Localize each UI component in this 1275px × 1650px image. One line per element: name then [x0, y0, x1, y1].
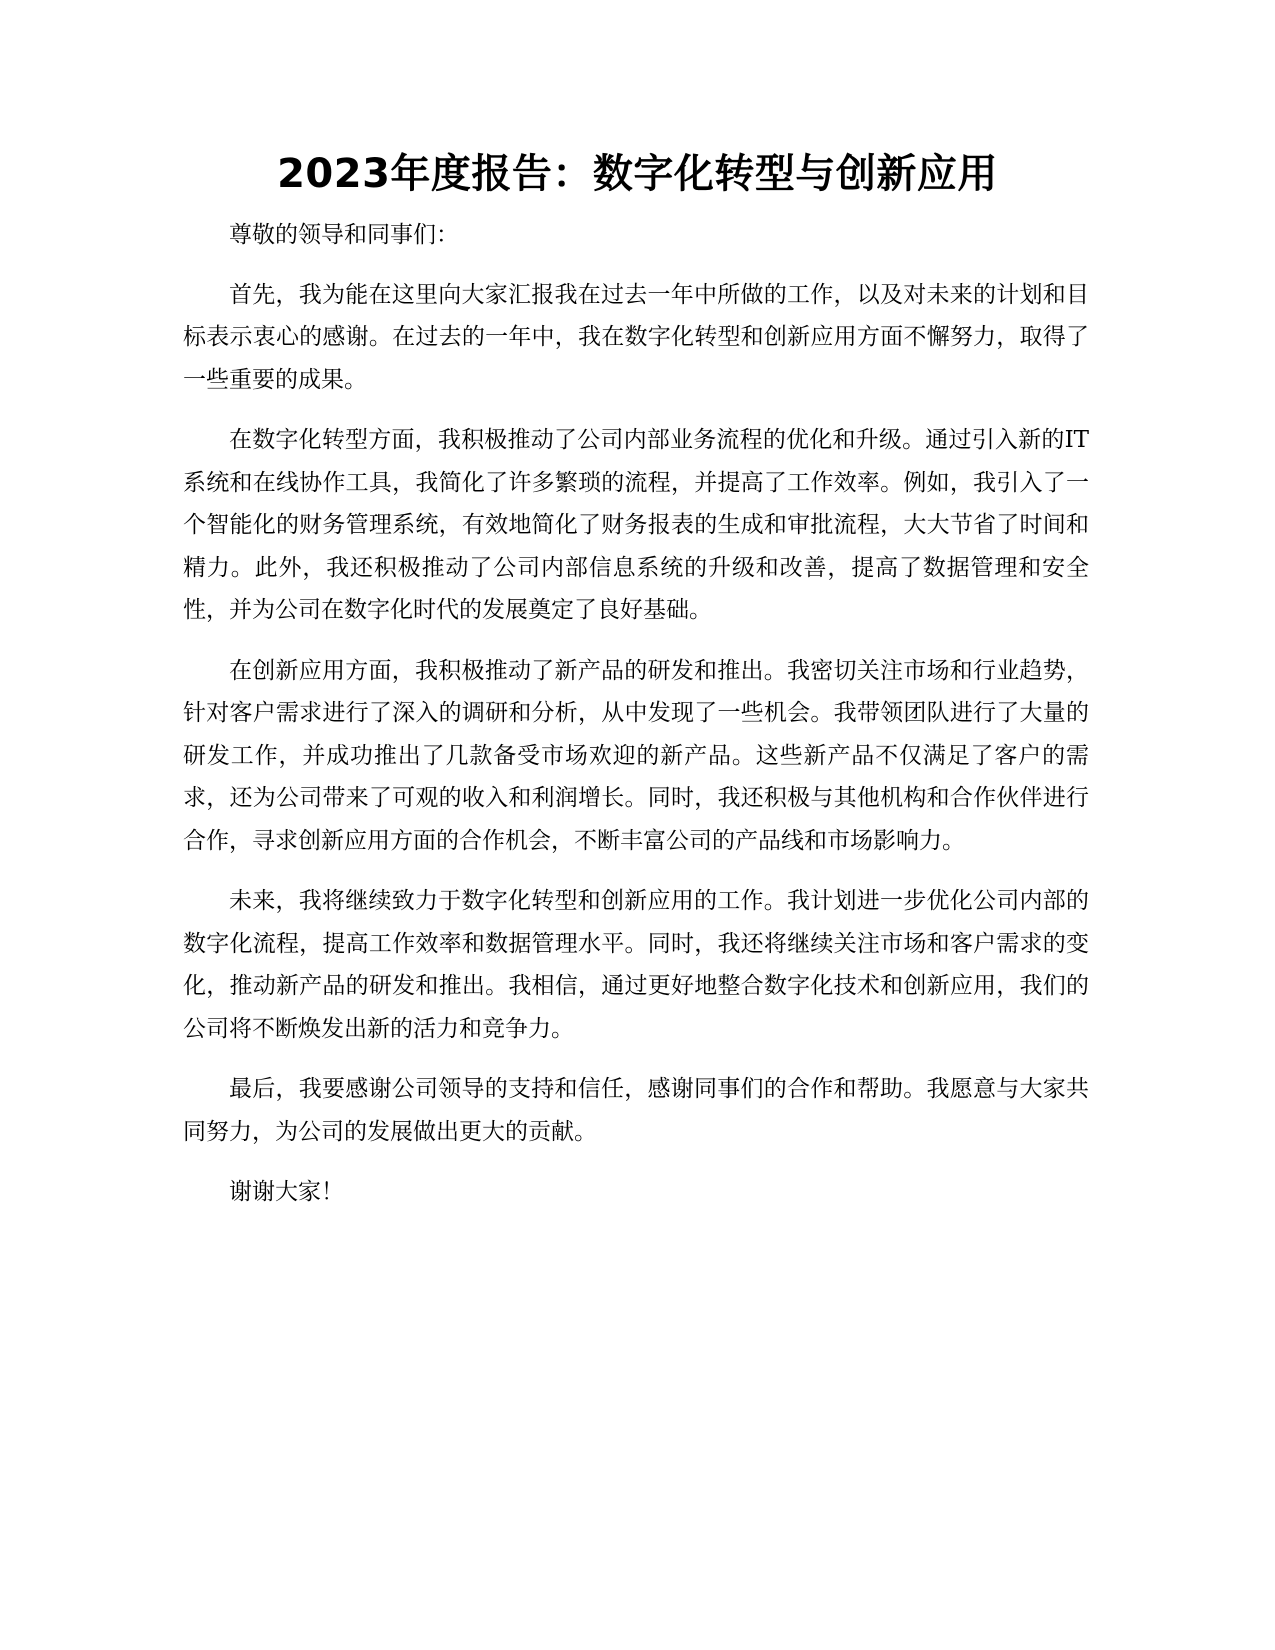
paragraph-digital-transformation: 在数字化转型方面，我积极推动了公司内部业务流程的优化和升级。通过引入新的IT系统和在线协作工具，我简化了许多繁琐的流程，并提高了工作效率。例如，我引入了一个智能化的财务管理系统，有效地简化了财务报表的生成和审批流程，大大节省了时间和精力。此外，我还积极推动了公司内部信息系统的升级和改善，提高了数据管理和安全性，并为公司在数字化时代的发展奠定了良好基础。 [183, 427, 1089, 623]
document-body [183, 214, 1089, 1214]
paragraph-future-plans: 未来，我将继续致力于数字化转型和创新应用的工作。我计划进一步优化公司内部的数字化流程，提高工作效率和数据管理水平。同时，我还将继续关注市场和客户需求的变化，推动新产品的研发和推出。我相信，通过更好地整合数字化技术和创新应用，我们的公司将不断焕发出新的活力和竞争力。 [183, 888, 1089, 1042]
paragraph-innovation-applications: 在创新应用方面，我积极推动了新产品的研发和推出。我密切关注市场和行业趋势，针对客户需求进行了深入的调研和分析，从中发现了一些机会。我带领团队进行了大量的研发工作，并成功推出了几款备受市场欢迎的新产品。这些新产品不仅满足了客户的需求，还为公司带来了可观的收入和利润增长。同时，我还积极与其他机构和合作伙伴进行合作，寻求创新应用方面的合作机会，不断丰富公司的产品线和市场影响力。 [183, 657, 1089, 854]
document-title: 2023年度报告：数字化转型与创新应用 [277, 151, 998, 197]
closing-line: 谢谢大家！ [229, 1179, 344, 1205]
paragraph-intro: 首先，我为能在这里向大家汇报我在过去一年中所做的工作，以及对未来的计划和目标表示衷心的感谢。在过去的一年中，我在数字化转型和创新应用方面不懈努力，取得了一些重要的成果。 [183, 281, 1089, 393]
salutation: 尊敬的领导和同事们： [229, 222, 459, 248]
paragraph-acknowledgements: 最后，我要感谢公司领导的支持和信任，感谢同事们的合作和帮助。我愿意与大家共同努力，为公司的发展做出更大的贡献。 [183, 1076, 1089, 1145]
